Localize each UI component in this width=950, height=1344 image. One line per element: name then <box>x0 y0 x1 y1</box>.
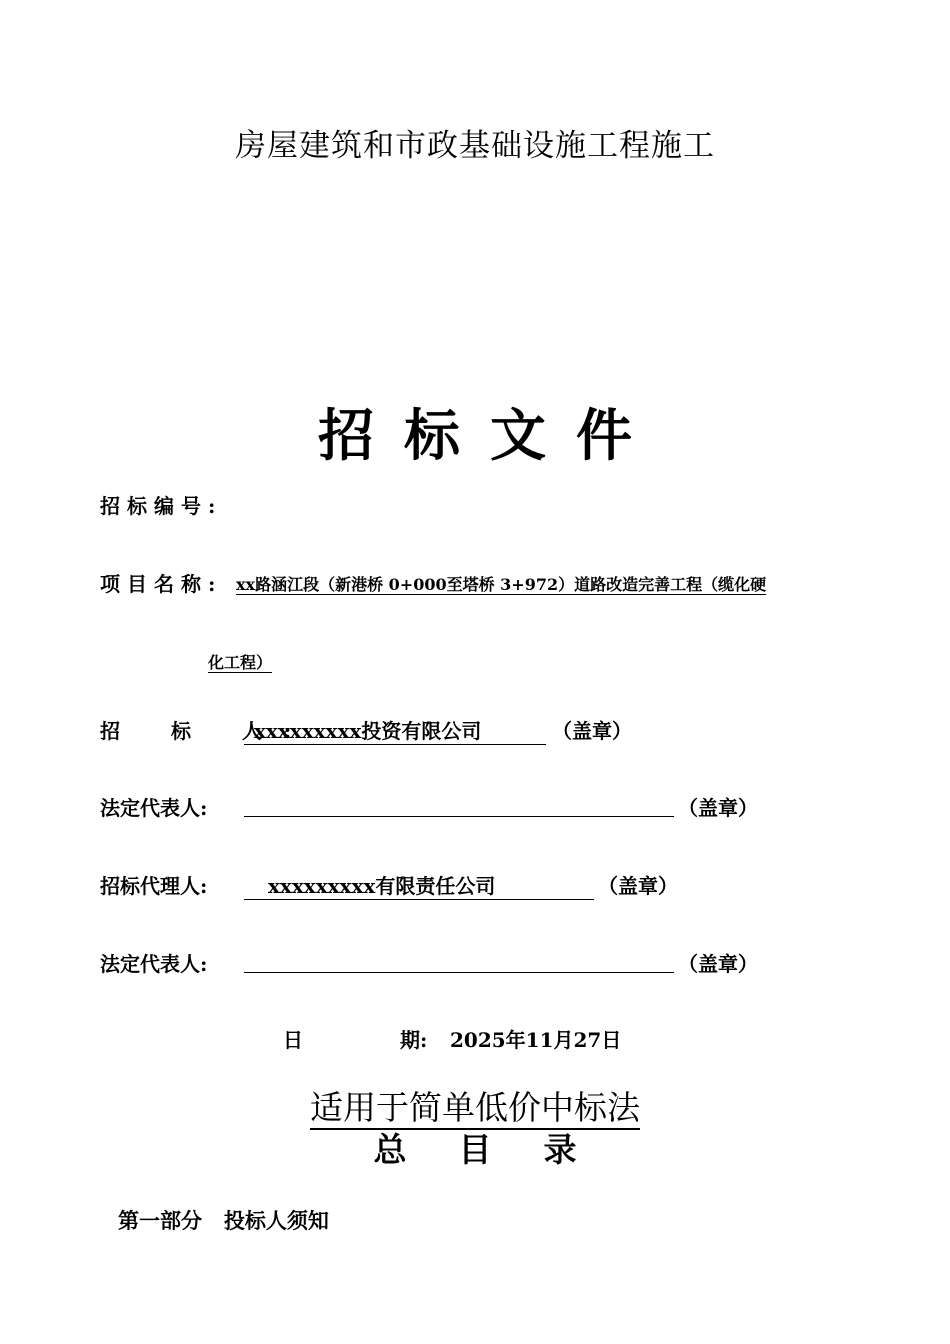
legal-rep-seal: （盖章） <box>678 796 758 820</box>
date-label-day: 日 <box>283 1028 303 1052</box>
toc-title: 总目录 <box>373 1130 629 1169</box>
project-name-value-line2: 化工程） <box>208 653 273 672</box>
tender-no-label: 招标编号: <box>100 494 223 518</box>
date-value: 2025年11月27日 <box>450 1028 622 1052</box>
document-subtitle: 房屋建筑和市政基础设施工程施工 <box>235 128 715 164</box>
date-label-period: 期: <box>400 1028 428 1052</box>
toc-part-1: 第一部分 投标人须知 <box>118 1208 329 1233</box>
legal-rep-label: 法定代表人: <box>100 796 208 820</box>
agent-legal-rep-label: 法定代表人: <box>100 952 208 976</box>
agent-value: xxxxxxxxx有限责任公司 <box>244 870 594 900</box>
agent-label: 招标代理人: <box>100 874 208 898</box>
tenderer-label: 招 标 人: <box>100 719 314 743</box>
tenderer-seal: （盖章） <box>552 719 632 743</box>
agent-legal-rep-blank-line <box>244 948 674 973</box>
agent-seal: （盖章） <box>598 874 678 898</box>
applicable-method-text: 适用于简单低价中标法 <box>310 1088 640 1130</box>
project-name-label: 项目名称: <box>100 572 223 596</box>
legal-rep-blank-line <box>244 792 674 817</box>
agent-legal-rep-seal: （盖章） <box>678 952 758 976</box>
project-name-value-line1: xx路涵江段（新港桥 0+000至塔桥 3+972）道路改造完善工程（缆化硬 <box>236 575 767 594</box>
applicable-method <box>0 1082 950 1129</box>
document-title: 招标文件 <box>318 403 662 469</box>
tenderer-value: xxxxxxxxx投资有限公司 <box>244 715 546 745</box>
